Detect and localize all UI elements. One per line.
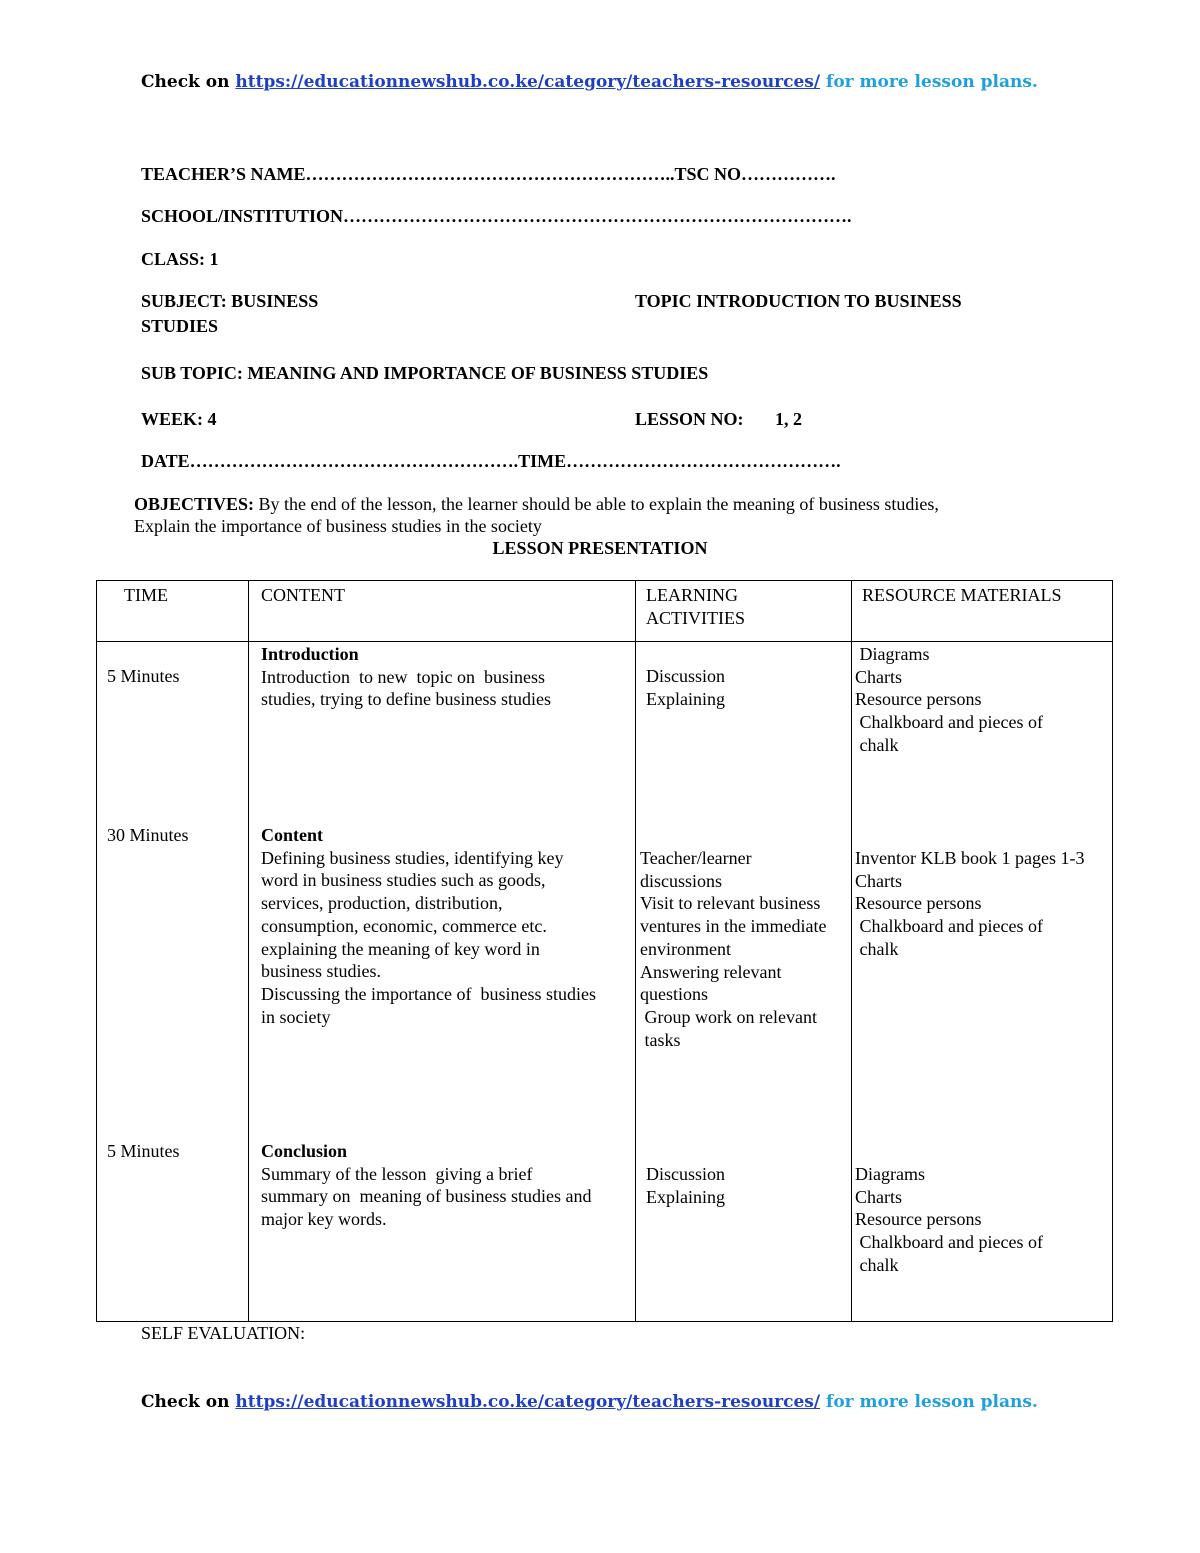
- objectives-text1: By the end of the lesson, the learner should be able to explain the meaning of business studies,: [254, 494, 939, 514]
- header-promo: [141, 72, 1038, 92]
- footer-promo-suffix: for more lesson plans.: [826, 1392, 1038, 1412]
- row1-learning: Discussion Explaining: [646, 666, 726, 709]
- lesson-no-label: LESSON NO:: [635, 409, 744, 429]
- footer-promo-prefix: Check on: [141, 1392, 230, 1412]
- lesson-no-value: 1, 2: [775, 409, 802, 429]
- row2-content: [261, 824, 596, 1028]
- row1-content: [261, 643, 551, 711]
- row3-content-heading: Conclusion: [261, 1141, 348, 1161]
- topic-field: TOPIC INTRODUCTION TO BUSINESS: [635, 291, 962, 311]
- row3-learning: Discussion Explaining: [646, 1164, 726, 1207]
- table-border-left: [96, 580, 97, 1322]
- row1-resources: Diagrams Charts Resource persons Chalkboard and pieces of chalk: [855, 644, 1043, 755]
- subject-field-line1: SUBJECT: BUSINESS: [141, 291, 319, 311]
- school-field: SCHOOL/INSTITUTION………………………………………………………………………….: [141, 206, 852, 226]
- table-border-right: [1112, 580, 1113, 1322]
- table-col-divider-1: [248, 580, 249, 1322]
- self-evaluation: SELF EVALUATION:: [141, 1323, 306, 1343]
- row2-content-heading: Content: [261, 825, 323, 845]
- row3-content: [261, 1140, 591, 1231]
- row3-content-body: Summary of the lesson giving a brief summary on meaning of business studies and major key words.: [261, 1163, 592, 1230]
- class-field: CLASS: 1: [141, 249, 219, 269]
- subject-field-line2: STUDIES: [141, 316, 219, 336]
- row2-time: 30 Minutes: [107, 825, 189, 845]
- row3-time: 5 Minutes: [107, 1141, 180, 1161]
- objectives-line2: Explain the importance of business studies in the society: [134, 516, 542, 536]
- header-learning-activities: LEARNING ACTIVITIES: [646, 585, 745, 628]
- row2-content-body: Defining business studies, identifying key word in business studies such as goods, services, production, distribution, consumption, economic, commerce etc. explaining the meaning of key word in business studies. Discussing the importance of business studies in society: [261, 847, 596, 1027]
- header-content: CONTENT: [261, 585, 345, 605]
- week-field: WEEK: 4: [141, 409, 217, 429]
- sub-topic-field: SUB TOPIC: MEANING AND IMPORTANCE OF BUSINESS STUDIES: [141, 363, 709, 383]
- row2-learning: Teacher/learner discussions Visit to relevant business ventures in the immediate environment Answering relevant questions Group work on relevant tasks: [640, 848, 827, 1050]
- teacher-name-field: TEACHER’S NAME……………………………………………………..TSC NO…………….: [141, 164, 836, 184]
- header-resource-materials: RESOURCE MATERIALS: [862, 585, 1062, 605]
- table-col-divider-3: [851, 580, 852, 1322]
- row1-content-body: Introduction to new topic on business studies, trying to define business studies: [261, 666, 551, 710]
- promo-suffix: for more lesson plans.: [826, 72, 1038, 92]
- table-col-divider-2: [635, 580, 636, 1322]
- footer-promo: [141, 1392, 1038, 1412]
- objectives-line1: [134, 493, 939, 515]
- row1-content-heading: Introduction: [261, 644, 359, 664]
- row1-time: 5 Minutes: [107, 666, 180, 686]
- resources-link[interactable]: https://educationnewshub.co.ke/category/teachers-resources/: [235, 72, 821, 92]
- objectives-label: OBJECTIVES:: [134, 494, 255, 514]
- footer-resources-link[interactable]: https://educationnewshub.co.ke/category/teachers-resources/: [235, 1392, 821, 1412]
- row2-resources: Inventor KLB book 1 pages 1-3 Charts Resource persons Chalkboard and pieces of chalk: [855, 848, 1085, 959]
- row3-resources: Diagrams Charts Resource persons Chalkboard and pieces of chalk: [855, 1164, 1043, 1275]
- header-time: TIME: [124, 585, 168, 605]
- date-time-field: DATE……………………………………………….TIME……………………………………….: [141, 451, 841, 471]
- lesson-presentation-title: LESSON PRESENTATION: [492, 538, 708, 558]
- promo-prefix: Check on: [141, 72, 230, 92]
